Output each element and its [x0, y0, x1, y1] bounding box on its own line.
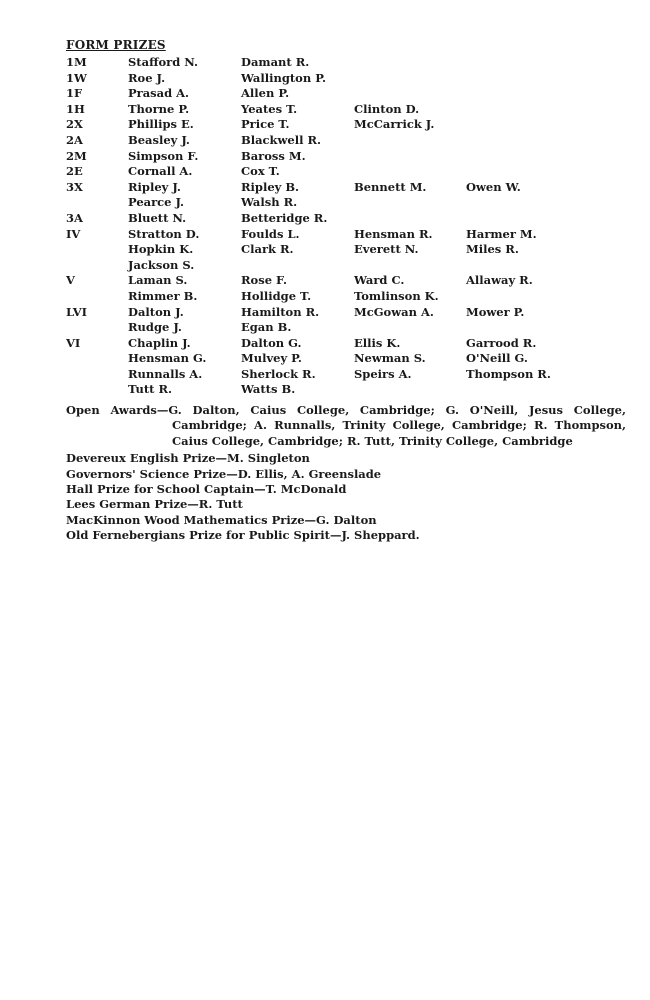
prize-winner-name: Stratton D.: [128, 226, 200, 241]
form-label: LVI: [66, 304, 88, 319]
prize-winner-name: Price T.: [241, 117, 290, 132]
prize-winner-name: Owen W.: [466, 179, 521, 194]
prize-winner-name: Allen P.: [241, 86, 290, 101]
prize-line: Lees German Prize—R. Tutt: [66, 497, 243, 512]
prize-winner-name: Rimmer B.: [128, 288, 198, 303]
form-label: IV: [66, 226, 81, 241]
prize-winner-name: Prasad A.: [128, 86, 190, 101]
prize-winner-name: Walsh R.: [241, 195, 298, 210]
prize-winner-name: Dalton G.: [241, 335, 302, 350]
prize-winner-name: Wallington P.: [241, 70, 326, 85]
prize-winner-name: McGowan A.: [354, 304, 434, 319]
form-label: V: [66, 273, 75, 288]
prize-winner-name: Betteridge R.: [241, 210, 328, 225]
prize-winner-name: Rose F.: [241, 273, 288, 288]
form-label: 2A: [66, 132, 83, 147]
form-label: 3A: [66, 210, 83, 225]
prize-winner-name: Ripley J.: [128, 179, 181, 194]
prize-winner-name: Pearce J.: [128, 195, 185, 210]
prize-winner-name: Hopkin K.: [128, 242, 194, 257]
prize-winner-name: Stafford N.: [128, 55, 199, 69]
prize-winner-name: Baross M.: [241, 148, 306, 163]
form-label: VI: [66, 335, 81, 350]
prize-winner-name: O'Neill G.: [466, 351, 528, 366]
prize-winner-name: Ellis K.: [354, 335, 401, 350]
prize-winner-name: Clinton D.: [354, 101, 420, 116]
form-label: 1M: [66, 55, 87, 69]
prize-winner-name: Miles R.: [466, 242, 519, 257]
open-awards-paragraph: Open Awards—G. Dalton, Caius College, Cambridge; G. O'Neill, Jesus College, Cambridge; A. Runnalls, Trinity College, Cambridge; R. Thompson, Caius College, Cambridge; R. Tutt, Trinity College, Cambridge: [66, 403, 626, 448]
prize-winner-name: Jackson S.: [128, 257, 195, 272]
prize-winner-name: McCarrick J.: [354, 117, 435, 132]
prize-winner-name: Cox T.: [241, 164, 280, 179]
prize-winner-name: Speirs A.: [354, 366, 412, 381]
prize-winner-name: Ripley B.: [241, 179, 300, 194]
prize-winner-name: Ward C.: [354, 273, 405, 288]
prize-winner-name: Tutt R.: [128, 382, 173, 397]
prize-winner-name: Sherlock R.: [241, 366, 316, 381]
prize-winner-name: Chaplin J.: [128, 335, 191, 350]
prize-winner-name: Hensman G.: [128, 351, 207, 366]
awards-section: [66, 403, 626, 544]
form-label: 2E: [66, 164, 83, 179]
prize-winner-name: Damant R.: [241, 55, 310, 69]
prize-winner-name: Hollidge T.: [241, 288, 312, 303]
prize-winner-name: Roe J.: [128, 70, 166, 85]
prize-winner-name: Thompson R.: [466, 366, 551, 381]
prize-winner-name: Blackwell R.: [241, 132, 322, 147]
prize-winner-name: Newman S.: [354, 351, 426, 366]
prize-winner-name: Allaway R.: [466, 273, 533, 288]
prize-winner-name: Harmer M.: [466, 226, 537, 241]
prize-winner-name: Tomlinson K.: [354, 288, 439, 303]
form-label: 3X: [66, 179, 83, 194]
prize-list: [66, 451, 626, 543]
prize-winner-name: Dalton J.: [128, 304, 184, 319]
prize-winner-name: Hensman R.: [354, 226, 433, 241]
prize-winner-name: Bennett M.: [354, 179, 427, 194]
prize-winner-name: Foulds L.: [241, 226, 300, 241]
prize-line: Hall Prize for School Captain—T. McDonald: [66, 482, 347, 497]
form-label: 2M: [66, 148, 87, 163]
prize-line: Old Fernebergians Prize for Public Spirit—J. Sheppard.: [66, 528, 420, 543]
prize-winner-name: Egan B.: [241, 320, 292, 335]
prize-winner-name: Rudge J.: [128, 320, 182, 335]
form-label: 1F: [66, 86, 83, 101]
prize-winner-name: Laman S.: [128, 273, 188, 288]
prize-winner-name: Hamilton R.: [241, 304, 320, 319]
prize-line: Devereux English Prize—M. Singleton: [66, 451, 310, 466]
prize-winner-name: Bluett N.: [128, 210, 187, 225]
prize-winner-name: Cornall A.: [128, 164, 193, 179]
prize-winner-name: Watts B.: [241, 382, 296, 397]
prize-winner-name: Beasley J.: [128, 132, 190, 147]
prize-winner-name: Mower P.: [466, 304, 525, 319]
prize-winner-name: Simpson F.: [128, 148, 199, 163]
prize-winner-name: Thorne P.: [128, 101, 190, 116]
prize-winner-name: Mulvey P.: [241, 351, 302, 366]
form-label: 1W: [66, 70, 87, 85]
prize-winner-name: Phillips E.: [128, 117, 194, 132]
prize-winner-name: Everett N.: [354, 242, 419, 257]
prize-winner-name: Yeates T.: [241, 101, 298, 116]
prize-line: Governors' Science Prize—D. Ellis, A. Greenslade: [66, 466, 382, 481]
form-label: 1H: [66, 101, 85, 116]
page-heading: FORM PRIZES: [66, 38, 166, 52]
prize-winner-name: Runnalls A.: [128, 366, 203, 381]
form-label: 2X: [66, 117, 83, 132]
prize-winner-name: Clark R.: [241, 242, 294, 257]
prize-winner-name: Garrood R.: [466, 335, 537, 350]
prize-line: MacKinnon Wood Mathematics Prize—G. Dalton: [66, 512, 377, 527]
